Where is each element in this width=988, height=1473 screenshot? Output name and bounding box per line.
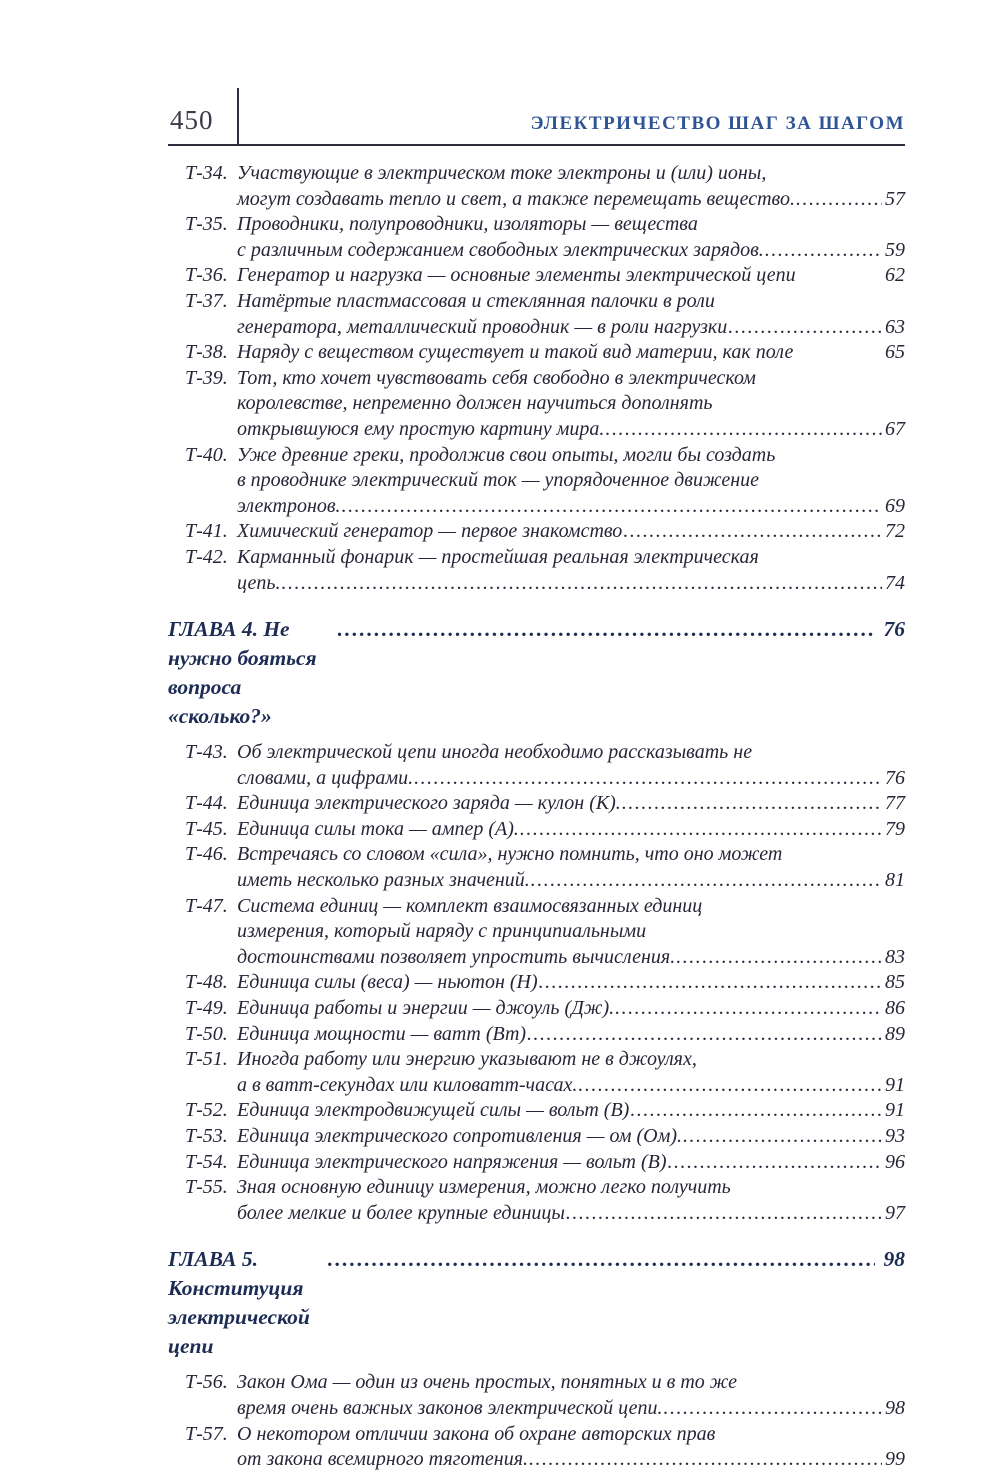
toc-entry: [168, 970, 905, 996]
dot-leader: [328, 1245, 875, 1274]
dot-leader: [529, 1447, 882, 1473]
entry-text: открывшуюся ему простую картину мира.: [237, 417, 605, 440]
entry-page-number: 98: [885, 1396, 905, 1419]
entry-text: более мелкие и более крупные единицы: [237, 1201, 565, 1224]
toc-entry: [168, 996, 905, 1022]
dot-leader: [338, 615, 875, 644]
entry-page-number: 65: [885, 341, 905, 364]
dot-leader: [520, 817, 882, 843]
toc-entry: [168, 1022, 905, 1048]
dot-leader: [414, 766, 882, 792]
entry-page-number: 99: [885, 1448, 905, 1471]
toc-entry-line: [168, 740, 905, 766]
entry-text: Единица электродвижущей силы — вольт (В): [237, 1099, 630, 1122]
running-title: ЭЛЕКТРИЧЕСТВО ШАГ ЗА ШАГОМ: [530, 113, 905, 134]
entry-text: Химический генератор — первое знакомство: [237, 520, 623, 543]
toc-entry-line: [168, 1422, 905, 1448]
toc-entry-line: [168, 1370, 905, 1396]
entry-text: Единица силы (веса) — ньютон (Н): [237, 971, 538, 994]
entry-page-number: 79: [885, 817, 905, 840]
toc-entry: [168, 161, 905, 212]
entry-text: Единица работы и энергии — джоуль (Дж).: [237, 997, 615, 1020]
entry-text: словами, а цифрами.: [237, 766, 414, 789]
entry-text: Наряду с веществом существует и такой вид материи, как поле: [237, 341, 794, 364]
toc-entry-line: [168, 238, 905, 264]
entry-text: Единица электрического заряда — кулон (К).: [237, 792, 621, 815]
toc-entry-line: [168, 868, 905, 894]
entry-label: Т-36.: [185, 264, 228, 287]
dot-leader: [623, 519, 882, 545]
toc-entry: [168, 366, 905, 443]
toc-entry-line: [168, 842, 905, 868]
chapter-page-number: 76: [883, 617, 905, 642]
entry-label: Т-37.: [185, 289, 228, 312]
entry-text: Встречаясь со словом «сила», нужно помнить, что оно может: [237, 843, 783, 866]
entry-text: Генератор и нагрузка — основные элементы электрической цепи: [237, 264, 796, 287]
toc-entry: [168, 1370, 905, 1421]
entry-text: цепь.: [237, 571, 281, 594]
entry-label: Т-44.: [185, 792, 228, 815]
toc-entry: [168, 263, 905, 289]
entry-page-number: 62: [885, 264, 905, 287]
entry-label: Т-50.: [185, 1022, 228, 1045]
entry-label: Т-41.: [185, 520, 228, 543]
toc-entry-line: [168, 766, 905, 792]
toc-entry-line: [168, 263, 905, 289]
entry-page-number: 86: [885, 997, 905, 1020]
toc-entry-line: [168, 919, 905, 945]
toc-entry: [168, 340, 905, 366]
entry-page-number: 97: [885, 1201, 905, 1224]
toc-entry: [168, 1175, 905, 1226]
entry-text: время очень важных законов электрической цепи.: [237, 1396, 663, 1419]
entry-label: Т-35.: [185, 213, 228, 236]
entry-page-number: 72: [885, 520, 905, 543]
toc-entry: [168, 1047, 905, 1098]
toc-entry-line: [168, 545, 905, 571]
entry-text: с различным содержанием свободных электрических зарядов.: [237, 238, 764, 261]
entry-text: Единица силы тока — ампер (А).: [237, 817, 519, 840]
entry-text: Уже древние греки, продолжив свои опыты, могли бы создать: [237, 443, 776, 466]
toc-entry-line: [168, 417, 905, 443]
entry-page-number: 91: [885, 1073, 905, 1096]
toc-entry-line: [168, 894, 905, 920]
chapter-page-number: 98: [883, 1247, 905, 1272]
entry-text: Иногда работу или энергию указывают не в джоулях,: [237, 1048, 697, 1071]
toc-entry-line: [168, 996, 905, 1022]
header-divider-line: [237, 88, 239, 146]
toc-entry-line: [168, 340, 905, 366]
toc-entry-line: [168, 791, 905, 817]
dot-leader: [281, 571, 882, 597]
entry-page-number: 83: [885, 945, 905, 968]
toc-entry: [168, 212, 905, 263]
toc-list: [168, 161, 905, 1473]
entry-text: от закона всемирного тяготения.: [237, 1448, 528, 1471]
entry-label: Т-40.: [185, 443, 228, 466]
entry-page-number: 59: [885, 238, 905, 261]
entry-text: Участвующие в электрическом токе электроны и (или) ионы,: [237, 162, 767, 184]
dot-leader: [527, 1022, 882, 1048]
toc-entry: [168, 1422, 905, 1473]
chapter-heading: [168, 615, 905, 731]
dot-leader: [605, 417, 882, 443]
dot-leader: [765, 238, 882, 264]
entry-text: могут создавать тепло и свет, а также перемещать вещество.: [237, 187, 795, 210]
entry-text: О некотором отличии закона об охране авторских прав: [237, 1422, 716, 1445]
entry-text: а в ватт-секундах или киловатт-часах.: [237, 1073, 578, 1096]
toc-entry: [168, 842, 905, 893]
toc-entry-line: [168, 443, 905, 469]
page-number: 450: [170, 105, 214, 135]
dot-leader: [539, 970, 882, 996]
toc-entry: [168, 519, 905, 545]
entry-label: Т-53.: [185, 1125, 228, 1147]
entry-page-number: 81: [885, 869, 905, 892]
toc-entry-line: [168, 970, 905, 996]
entry-text: генератора, металлический проводник — в роли нагрузки: [237, 315, 728, 338]
toc-entry-line: [168, 571, 905, 597]
entry-label: Т-38.: [185, 341, 228, 364]
toc-entry: [168, 791, 905, 817]
dot-leader: [630, 1098, 882, 1124]
toc-entry-line: [168, 289, 905, 315]
chapter-title: ГЛАВА 4. Не нужно бояться вопроса «сколько?»: [168, 617, 317, 729]
entry-text: Единица электрического напряжения — вольт (В): [237, 1150, 667, 1173]
toc-entry-line: [168, 1098, 905, 1124]
toc-entry: [168, 817, 905, 843]
entry-text: Натёртые пластмассовая и стеклянная палочки в роли: [237, 289, 715, 312]
toc-entry-line: [168, 212, 905, 238]
toc-entry-line: [168, 315, 905, 341]
entry-page-number: 85: [885, 971, 905, 994]
entry-text: Карманный фонарик — простейшая реальная электрическая: [237, 545, 759, 568]
entry-label: Т-46.: [185, 843, 228, 866]
toc-entry-line: [168, 1022, 905, 1048]
dot-leader: [622, 791, 882, 817]
toc-entry-line: [168, 945, 905, 971]
entry-text: достоинствами позволяет упростить вычисления.: [237, 945, 676, 968]
toc-entry: [168, 1150, 905, 1176]
entry-text: Тот, кто хочет чувствовать себя свободно в электрическом: [237, 366, 756, 389]
entry-page-number: 76: [885, 766, 905, 789]
entry-label: Т-47.: [185, 894, 228, 917]
entry-page-number: 91: [885, 1099, 905, 1122]
dot-leader: [683, 1124, 882, 1150]
entry-text: в проводнике электрический ток — упорядоченное движение: [237, 469, 759, 492]
toc-entry-line: [168, 494, 905, 520]
toc-entry-line: [168, 1150, 905, 1176]
toc-entry: [168, 894, 905, 971]
entry-text: Закон Ома — один из очень простых, понятных и в то же: [237, 1371, 737, 1394]
dot-leader: [342, 494, 882, 520]
chapter-heading: [168, 1245, 905, 1361]
toc-entry-line: [168, 1124, 905, 1150]
entry-page-number: 93: [885, 1125, 905, 1147]
entry-text: Проводники, полупроводники, изоляторы — вещества: [237, 213, 698, 236]
dot-leader: [615, 996, 882, 1022]
dot-leader: [676, 945, 882, 971]
entry-label: Т-45.: [185, 817, 228, 840]
entry-page-number: 67: [885, 417, 905, 440]
entry-page-number: 57: [885, 187, 905, 210]
toc-entry-line: [168, 1047, 905, 1073]
toc-entry-line: [168, 161, 905, 187]
entry-label: Т-49.: [185, 997, 228, 1020]
toc-entry: [168, 1124, 905, 1150]
entry-text: Система единиц — комплект взаимосвязанных единиц: [237, 894, 703, 917]
toc-entry-line: [168, 519, 905, 545]
entry-label: Т-54.: [185, 1150, 228, 1173]
entry-label: Т-52.: [185, 1099, 228, 1122]
page-header: [168, 88, 905, 146]
entry-label: Т-56.: [185, 1371, 228, 1394]
dot-leader: [578, 1073, 882, 1099]
toc-entry-line: [168, 391, 905, 417]
toc-entry-line: [168, 187, 905, 213]
toc-entry: [168, 740, 905, 791]
toc-entry: [168, 289, 905, 340]
dot-leader: [531, 868, 882, 894]
entry-text: королевстве, непременно должен научиться дополнять: [237, 392, 713, 415]
entry-page-number: 69: [885, 494, 905, 517]
toc-entry: [168, 1098, 905, 1124]
dot-leader: [668, 1150, 882, 1176]
dot-leader: [796, 187, 882, 213]
toc-entry-line: [168, 1073, 905, 1099]
entry-text: иметь несколько разных значений.: [237, 869, 530, 892]
book-page: [168, 88, 905, 1473]
entry-label: Т-43.: [185, 741, 228, 764]
toc-entry-line: [168, 468, 905, 494]
toc-entry-line: [168, 366, 905, 392]
entry-page-number: 89: [885, 1022, 905, 1045]
entry-label: Т-34.: [185, 162, 228, 184]
entry-label: Т-48.: [185, 971, 228, 994]
toc-entry-line: [168, 1447, 905, 1473]
entry-label: Т-51.: [185, 1048, 228, 1071]
entry-text: измерения, который наряду с принципиальными: [237, 920, 647, 943]
entry-page-number: 77: [885, 792, 905, 815]
entry-page-number: 74: [885, 571, 905, 594]
dot-leader: [566, 1201, 882, 1227]
toc-entry-line: [168, 817, 905, 843]
entry-label: Т-57.: [185, 1422, 228, 1445]
toc-entry: [168, 443, 905, 520]
toc-entry-line: [168, 1201, 905, 1227]
entry-page-number: 63: [885, 315, 905, 338]
entry-label: Т-39.: [185, 366, 228, 389]
entry-text: электронов.: [237, 494, 341, 517]
entry-label: Т-55.: [185, 1176, 228, 1199]
chapter-title: ГЛАВА 5. Конституция электрической цепи: [168, 1247, 310, 1359]
entry-page-number: 96: [885, 1150, 905, 1173]
entry-label: Т-42.: [185, 545, 228, 568]
dot-leader: [728, 315, 882, 341]
toc-entry-line: [168, 1175, 905, 1201]
entry-text: Единица электрического сопротивления — ом (Ом).: [237, 1125, 683, 1147]
toc-entry: [168, 545, 905, 596]
entry-text: Зная основную единицу измерения, можно легко получить: [237, 1176, 731, 1199]
entry-text: Об электрической цепи иногда необходимо рассказывать не: [237, 741, 753, 764]
entry-text: Единица мощности — ватт (Вт): [237, 1022, 527, 1045]
